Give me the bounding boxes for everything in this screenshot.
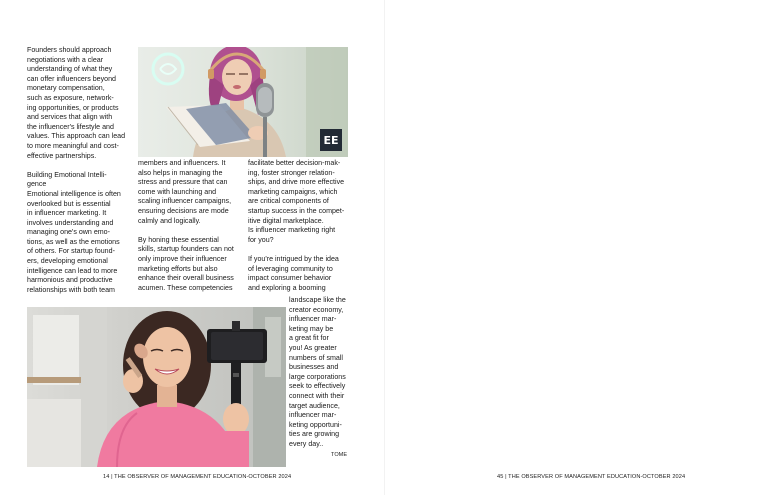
col1-body-paragraph: Emotional intelligence is often overlooked but is essential in influencer marketing. It involves understanding and managing one's own emo- tions, as well as the emotions of others. For startup found- ers, developing emotional intelligence can lead to more harmonious and productive relationships with both team	[27, 189, 121, 294]
right-page	[385, 0, 770, 495]
footer-right: 45 | THE OBSERVER OF MANAGEMENT EDUCATION-OCTOBER 2024	[497, 474, 686, 480]
col1-top-paragraph: Founders should approach negotiations with a clear understanding of what they can offer influencers beyond monetary compensation, such as exposure, network- ing opportunities, or products and services that align with the influencer's lifestyle and values. This approach can lead to more meaningful and cost- effective partnerships.	[27, 46, 126, 160]
column-1	[27, 46, 135, 295]
column-3	[248, 159, 353, 293]
col2-paragraph-1: members and influencers. It also helps in managing the stress and pressure that can come with launching and scaling influencer campaigns, ensuring decisions are mode calmly and logically.	[138, 159, 232, 225]
col3-paragraph-2: If you're intrigued by the idea of leveraging community to impact consumer behavior and exploring a booming	[248, 254, 339, 292]
author-signature: TOME	[331, 452, 348, 458]
photo-logo-text: EE	[323, 134, 339, 147]
photo-vlogger	[27, 307, 286, 467]
column-3-continued: landscape like the creator economy, influencer mar- keting may be a great fit for you! As greater numbers of small businesses and large corporations seek to effectively connect with their target audience, influencer mar- keting opportuni- ties are growing every day..	[289, 296, 346, 448]
footer-left: 14 | THE OBSERVER OF MANAGEMENT EDUCATION-OCTOBER 2024	[103, 474, 292, 480]
col2-paragraph-2: By honing these essential skills, startup founders can not only improve their influencer marketing efforts but also enhance their overall business acumen. These competencies	[138, 235, 234, 292]
vlogger-illustration	[27, 307, 286, 467]
podcaster-illustration	[138, 47, 348, 157]
section-heading: Building Emotional Intelli- gence	[27, 170, 107, 189]
column-2	[138, 159, 243, 293]
col3-paragraph-1: facilitate better decision-mak- ing, foster stronger relation- ships, and drive more effective marketing campaigns, which are critical components of startup success in the compet- itive digital marketplace. Is influencer marketing right for you?	[248, 159, 345, 244]
photo-podcaster-reading	[138, 47, 348, 157]
